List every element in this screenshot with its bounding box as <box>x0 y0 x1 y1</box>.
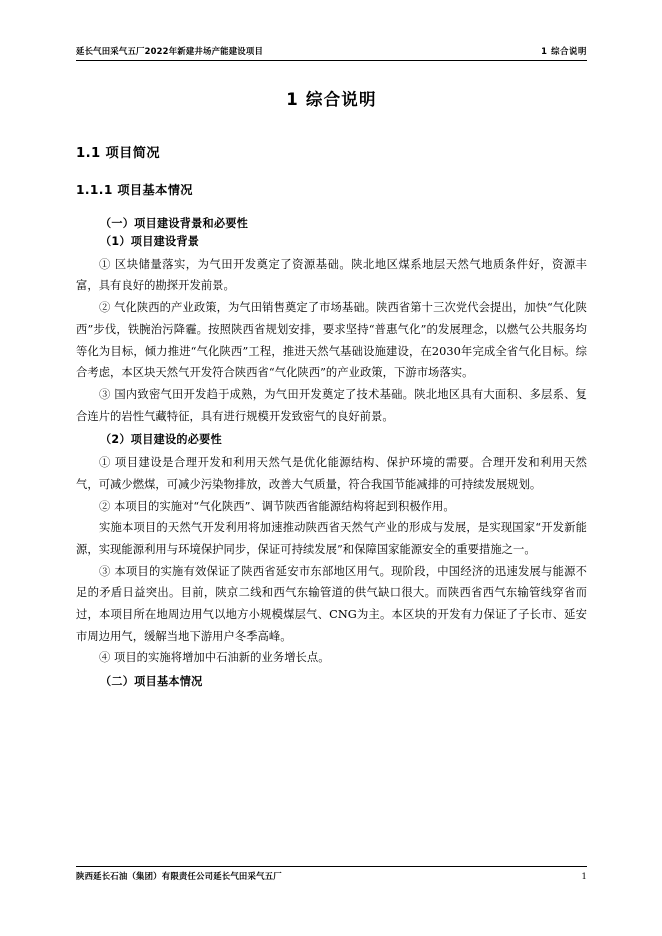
paragraph-necessity-3: 实施本项目的天然气开发利用将加速推动陕西省天然气产业的形成与发展，是实现国家“开发新能源，实现能源利用与环境保护同步，保证可持续发展”和保障国家能源安全的重要措施之一。 <box>76 521 587 556</box>
section-heading-1-1-1: 1.1.1 项目基本情况 <box>76 182 193 197</box>
page-content <box>76 80 587 691</box>
chapter-title: 1 综合说明 <box>286 90 377 109</box>
page-footer <box>76 866 587 882</box>
spacer <box>76 164 587 181</box>
footer-company-name: 陕西延长石油（集团）有限责任公司延长气田采气五厂 <box>76 871 282 881</box>
paragraph-background-3: ③ 国内致密气田开发趋于成熟，为气田开发奠定了技术基础。陕北地区具有大面积、多层系、复合连片的岩性气藏特征，具有进行规模开发致密气的良好前景。 <box>76 387 587 423</box>
subheading-background-and-necessity: （一）项目建设背景和必要性 <box>100 216 249 230</box>
subheading-construction-background: （1）项目建设背景 <box>100 234 200 248</box>
paragraph-background-2: ② 气化陕西的产业政策，为气田销售奠定了市场基础。陕西省第十三次党代会提出，加快“气化陕西”步伐，铁腕治污降霾。按照陕西省规划安排，要求坚持“普惠气化”的发展理念，以燃气公共服务均等化为目标，倾力推进“气化陕西”工程，推进天然气基础设施建设，在2030年完成全省气化目标。综合考虑，本区块天然气开发符合陕西省“气化陕西”的产业政策，下游市场落实。 <box>76 301 587 380</box>
paragraph-necessity-1: ① 项目建设是合理开发和利用天然气是优化能源结构、保护环境的需要。合理开发和利用天然气，可减少燃煤，可减少污染物排放，改善大气质量，符合我国节能减排的可持续发展规划。 <box>76 456 587 491</box>
section-heading-1-1: 1.1 项目简况 <box>76 145 160 161</box>
subheading-construction-necessity: （2）项目建设的必要性 <box>100 433 222 447</box>
paragraph-background-1: ① 区块储量落实，为气田开发奠定了资源基础。陕北地区煤系地层天然气地质条件好，资源丰富，具有良好的勘探开发前景。 <box>76 257 587 293</box>
subheading-project-basic-info: （二）项目基本情况 <box>100 675 203 689</box>
paragraph-necessity-2: ② 本项目的实施对“气化陕西”、调节陕西省能源结构将起到积极作用。 <box>99 499 455 513</box>
paragraph-necessity-4: ③ 本项目的实施有效保证了陕西省延安市东部地区用气。现阶段，中国经济的迅速发展与能源不足的矛盾日益突出。目前，陕京二线和西气东输管道的供气缺口很大。而陕西省西气东输管线穿省而过，本项目所在地周边用气以地方小规模煤层气、CNG为主。本区块的开发有力保证了子长市、延安市周边用气，缓解当地下游用户冬季高峰。 <box>76 564 587 643</box>
page-number: 1 <box>581 871 587 881</box>
header-project-title: 延长气田采气五厂2022年新建井场产能建设项目 <box>76 46 264 56</box>
header-chapter-label: 1 综合说明 <box>541 46 587 56</box>
paragraph-necessity-5: ④ 项目的实施将增加中石油新的业务增长点。 <box>99 651 330 665</box>
spacer <box>76 199 587 215</box>
page-header <box>76 46 587 61</box>
spacer <box>76 113 587 144</box>
